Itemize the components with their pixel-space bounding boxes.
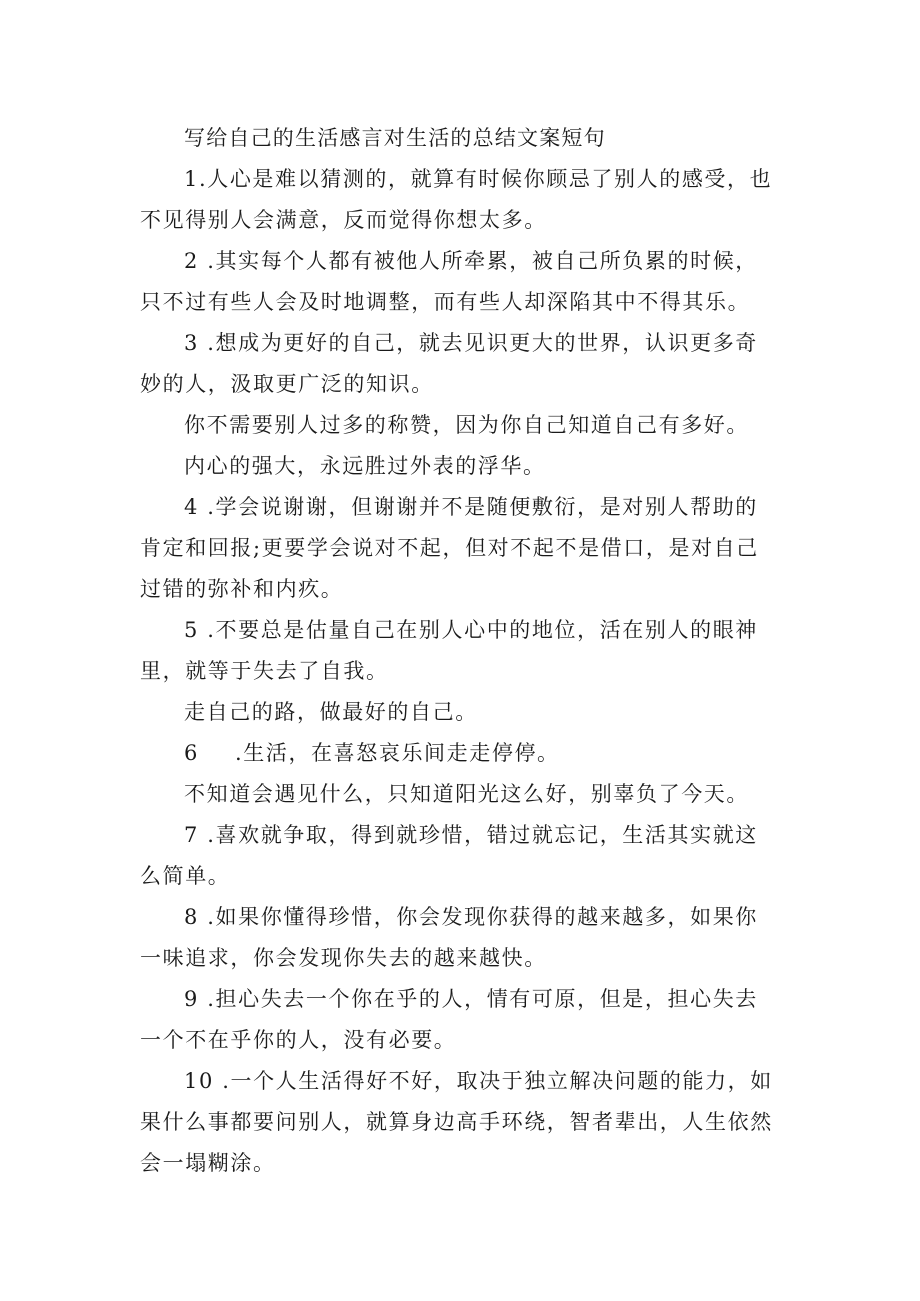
paragraph-6 (140, 733, 780, 774)
paragraph-6-text: .生活，在喜怒哀乐间走走停停。 (234, 741, 560, 765)
paragraph-6-line-2: 不知道会遇见什么，只知道阳光这么好，别辜负了今天。 (184, 782, 749, 806)
paragraph-10: 10 .一个人生活得好不好，取决于独立解决问题的能力，如果什么事都要问别人，就算身边高手环绕，智者辈出，人生依然会一塌糊涂。 (140, 1069, 773, 1175)
paragraph-5: 5 .不要总是估量自己在别人心中的地位，活在别人的眼神里，就等于失去了自我。 (140, 618, 758, 683)
paragraph-3: 3 .想成为更好的自己，就去见识更大的世界，认识更多奇妙的人，汲取更广泛的知识。 (140, 331, 758, 396)
paragraph-9: 9 .担心失去一个你在乎的人，情有可原，但是，担心失去一个不在乎你的人，没有必要。 (140, 987, 758, 1052)
paragraph-5-line-2: 走自己的路，做最好的自己。 (184, 700, 478, 724)
paragraph-2: 2 .其实每个人都有被他人所牵累，被自己所负累的时候，只不过有些人会及时地调整，而有些人却深陷其中不得其乐。 (140, 249, 758, 314)
document-body (140, 118, 780, 1184)
paragraph-4: 4 .学会说谢谢，但谢谢并不是随便敷衍，是对别人帮助的肯定和回报;更要学会说对不起，但对不起不是借口，是对自己过错的弥补和内疚。 (140, 495, 759, 601)
paragraph-8: 8 .如果你懂得珍惜，你会发现你获得的越来越多，如果你一味追求，你会发现你失去的越来越快。 (140, 905, 758, 970)
paragraph-3-line-2: 你不需要别人过多的称赞，因为你自己知道自己有多好。 (184, 413, 749, 437)
paragraph-7: 7 .喜欢就争取，得到就珍惜，错过就忘记，生活其实就这么简单。 (140, 823, 758, 888)
document-title: 写给自己的生活感言对生活的总结文案短句 (184, 126, 606, 150)
paragraph-1: 1.人心是难以猜测的，就算有时候你顾忌了别人的感受，也不见得别人会满意，反而觉得你想太多。 (140, 167, 773, 232)
paragraph-3-line-3: 内心的强大，永远胜过外表的浮华。 (184, 454, 546, 478)
paragraph-6-number: 6 (184, 741, 199, 765)
